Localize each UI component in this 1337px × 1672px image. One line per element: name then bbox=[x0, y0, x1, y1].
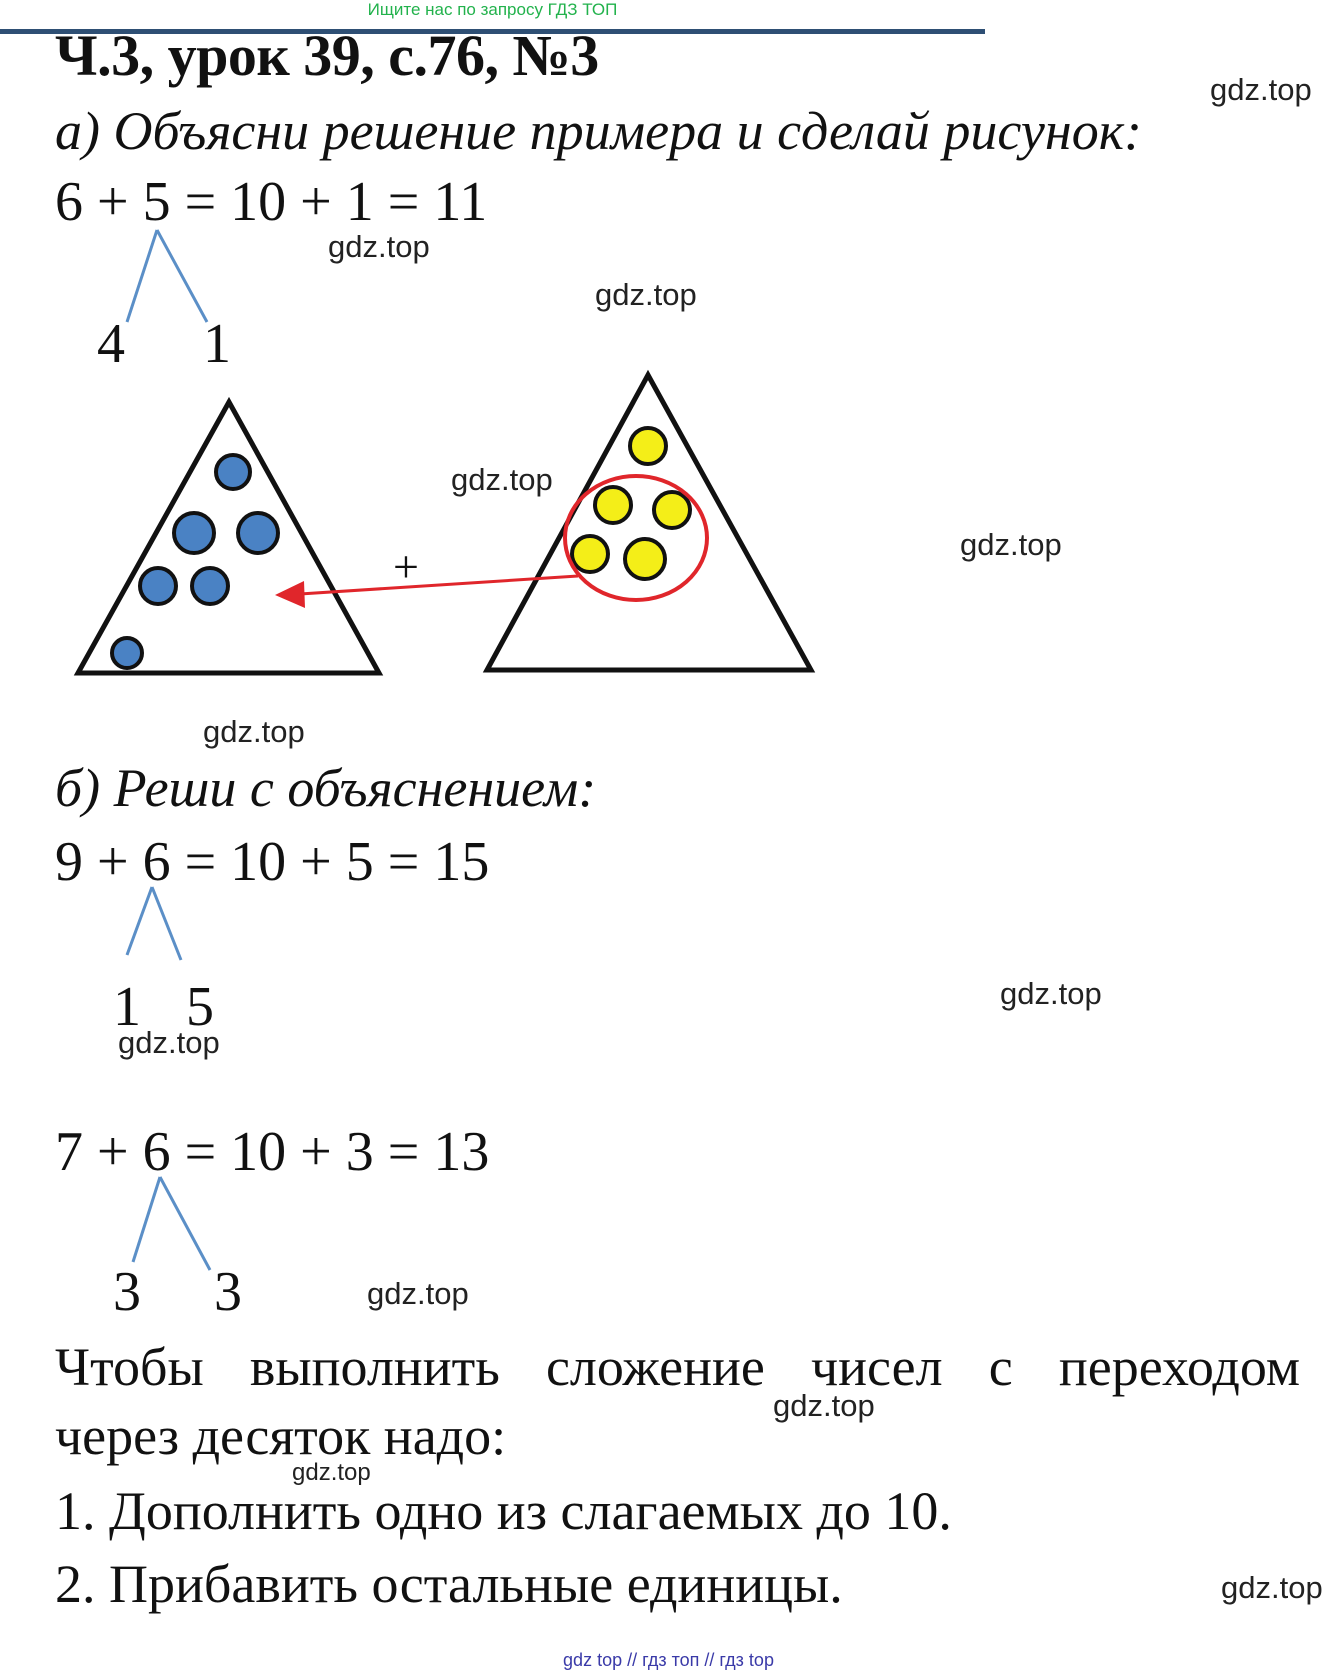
equation-1-part-left: 4 bbox=[97, 313, 125, 375]
arrow-head bbox=[275, 581, 305, 608]
rule-step-1: 1. Дополнить одно из слагаемых до 10. bbox=[55, 1481, 952, 1541]
equation-2: 9 + 6 = 10 + 5 = 15 bbox=[55, 831, 490, 893]
rule-line-1: Чтобы выполнить сложение чисел с переходом bbox=[55, 1337, 1300, 1397]
blue-dot bbox=[174, 513, 214, 553]
transfer-arrow bbox=[300, 576, 578, 594]
equation-3: 7 + 6 = 10 + 3 = 13 bbox=[55, 1121, 490, 1183]
branch-line bbox=[152, 887, 181, 960]
branch-line bbox=[157, 230, 207, 322]
blue-dot bbox=[140, 568, 176, 604]
equation-1-part-right: 1 bbox=[203, 313, 231, 375]
watermark: gdz.top bbox=[1210, 72, 1312, 107]
watermark: gdz.top bbox=[451, 462, 553, 497]
page-title: Ч.3, урок 39, с.76, №3 bbox=[55, 23, 599, 88]
footer: gdz top // гдз топ // гдз top bbox=[563, 1650, 774, 1670]
left-triangle bbox=[78, 402, 379, 673]
blue-dot bbox=[112, 638, 142, 668]
rule-step-2: 2. Прибавить остальные единицы. bbox=[55, 1554, 843, 1614]
branch-line bbox=[133, 1177, 160, 1262]
rule-line-2: через десяток надо: bbox=[55, 1406, 507, 1466]
watermark: gdz.top bbox=[328, 229, 430, 264]
yellow-dot bbox=[595, 487, 631, 523]
branch-line bbox=[127, 230, 157, 322]
watermark: gdz.top bbox=[203, 714, 305, 749]
watermark: gdz.top bbox=[1000, 976, 1102, 1011]
equation-3-part-left: 3 bbox=[113, 1261, 141, 1323]
equation-3-part-right: 3 bbox=[214, 1261, 242, 1323]
task-a-heading: а) Объясни решение примера и сделай рисунок: bbox=[55, 101, 1142, 161]
watermark: gdz.top bbox=[118, 1025, 220, 1060]
plus-sign: + bbox=[393, 541, 419, 592]
yellow-dot bbox=[572, 536, 608, 572]
watermark: gdz.top bbox=[292, 1459, 371, 1486]
top-banner: Ищите нас по запросу ГДЗ ТОП bbox=[367, 0, 618, 19]
equation-2-part-left: 1 bbox=[113, 976, 141, 1038]
blue-dot bbox=[192, 568, 228, 604]
watermark: gdz.top bbox=[595, 277, 697, 312]
watermark: gdz.top bbox=[960, 527, 1062, 562]
watermark: gdz.top bbox=[773, 1388, 875, 1423]
blue-dot bbox=[216, 455, 250, 489]
branch-line bbox=[160, 1177, 210, 1270]
yellow-dot bbox=[654, 492, 690, 528]
equation-2-part-right: 5 bbox=[186, 976, 214, 1038]
equation-1: 6 + 5 = 10 + 1 = 11 bbox=[55, 171, 488, 233]
branch-line bbox=[127, 887, 152, 955]
watermark: gdz.top bbox=[1221, 1570, 1323, 1605]
yellow-dot bbox=[630, 428, 666, 464]
right-triangle bbox=[487, 375, 811, 670]
blue-dot bbox=[238, 513, 278, 553]
yellow-dot bbox=[625, 539, 665, 579]
task-b-heading: б) Реши с объяснением: bbox=[55, 758, 597, 818]
watermark: gdz.top bbox=[367, 1276, 469, 1311]
